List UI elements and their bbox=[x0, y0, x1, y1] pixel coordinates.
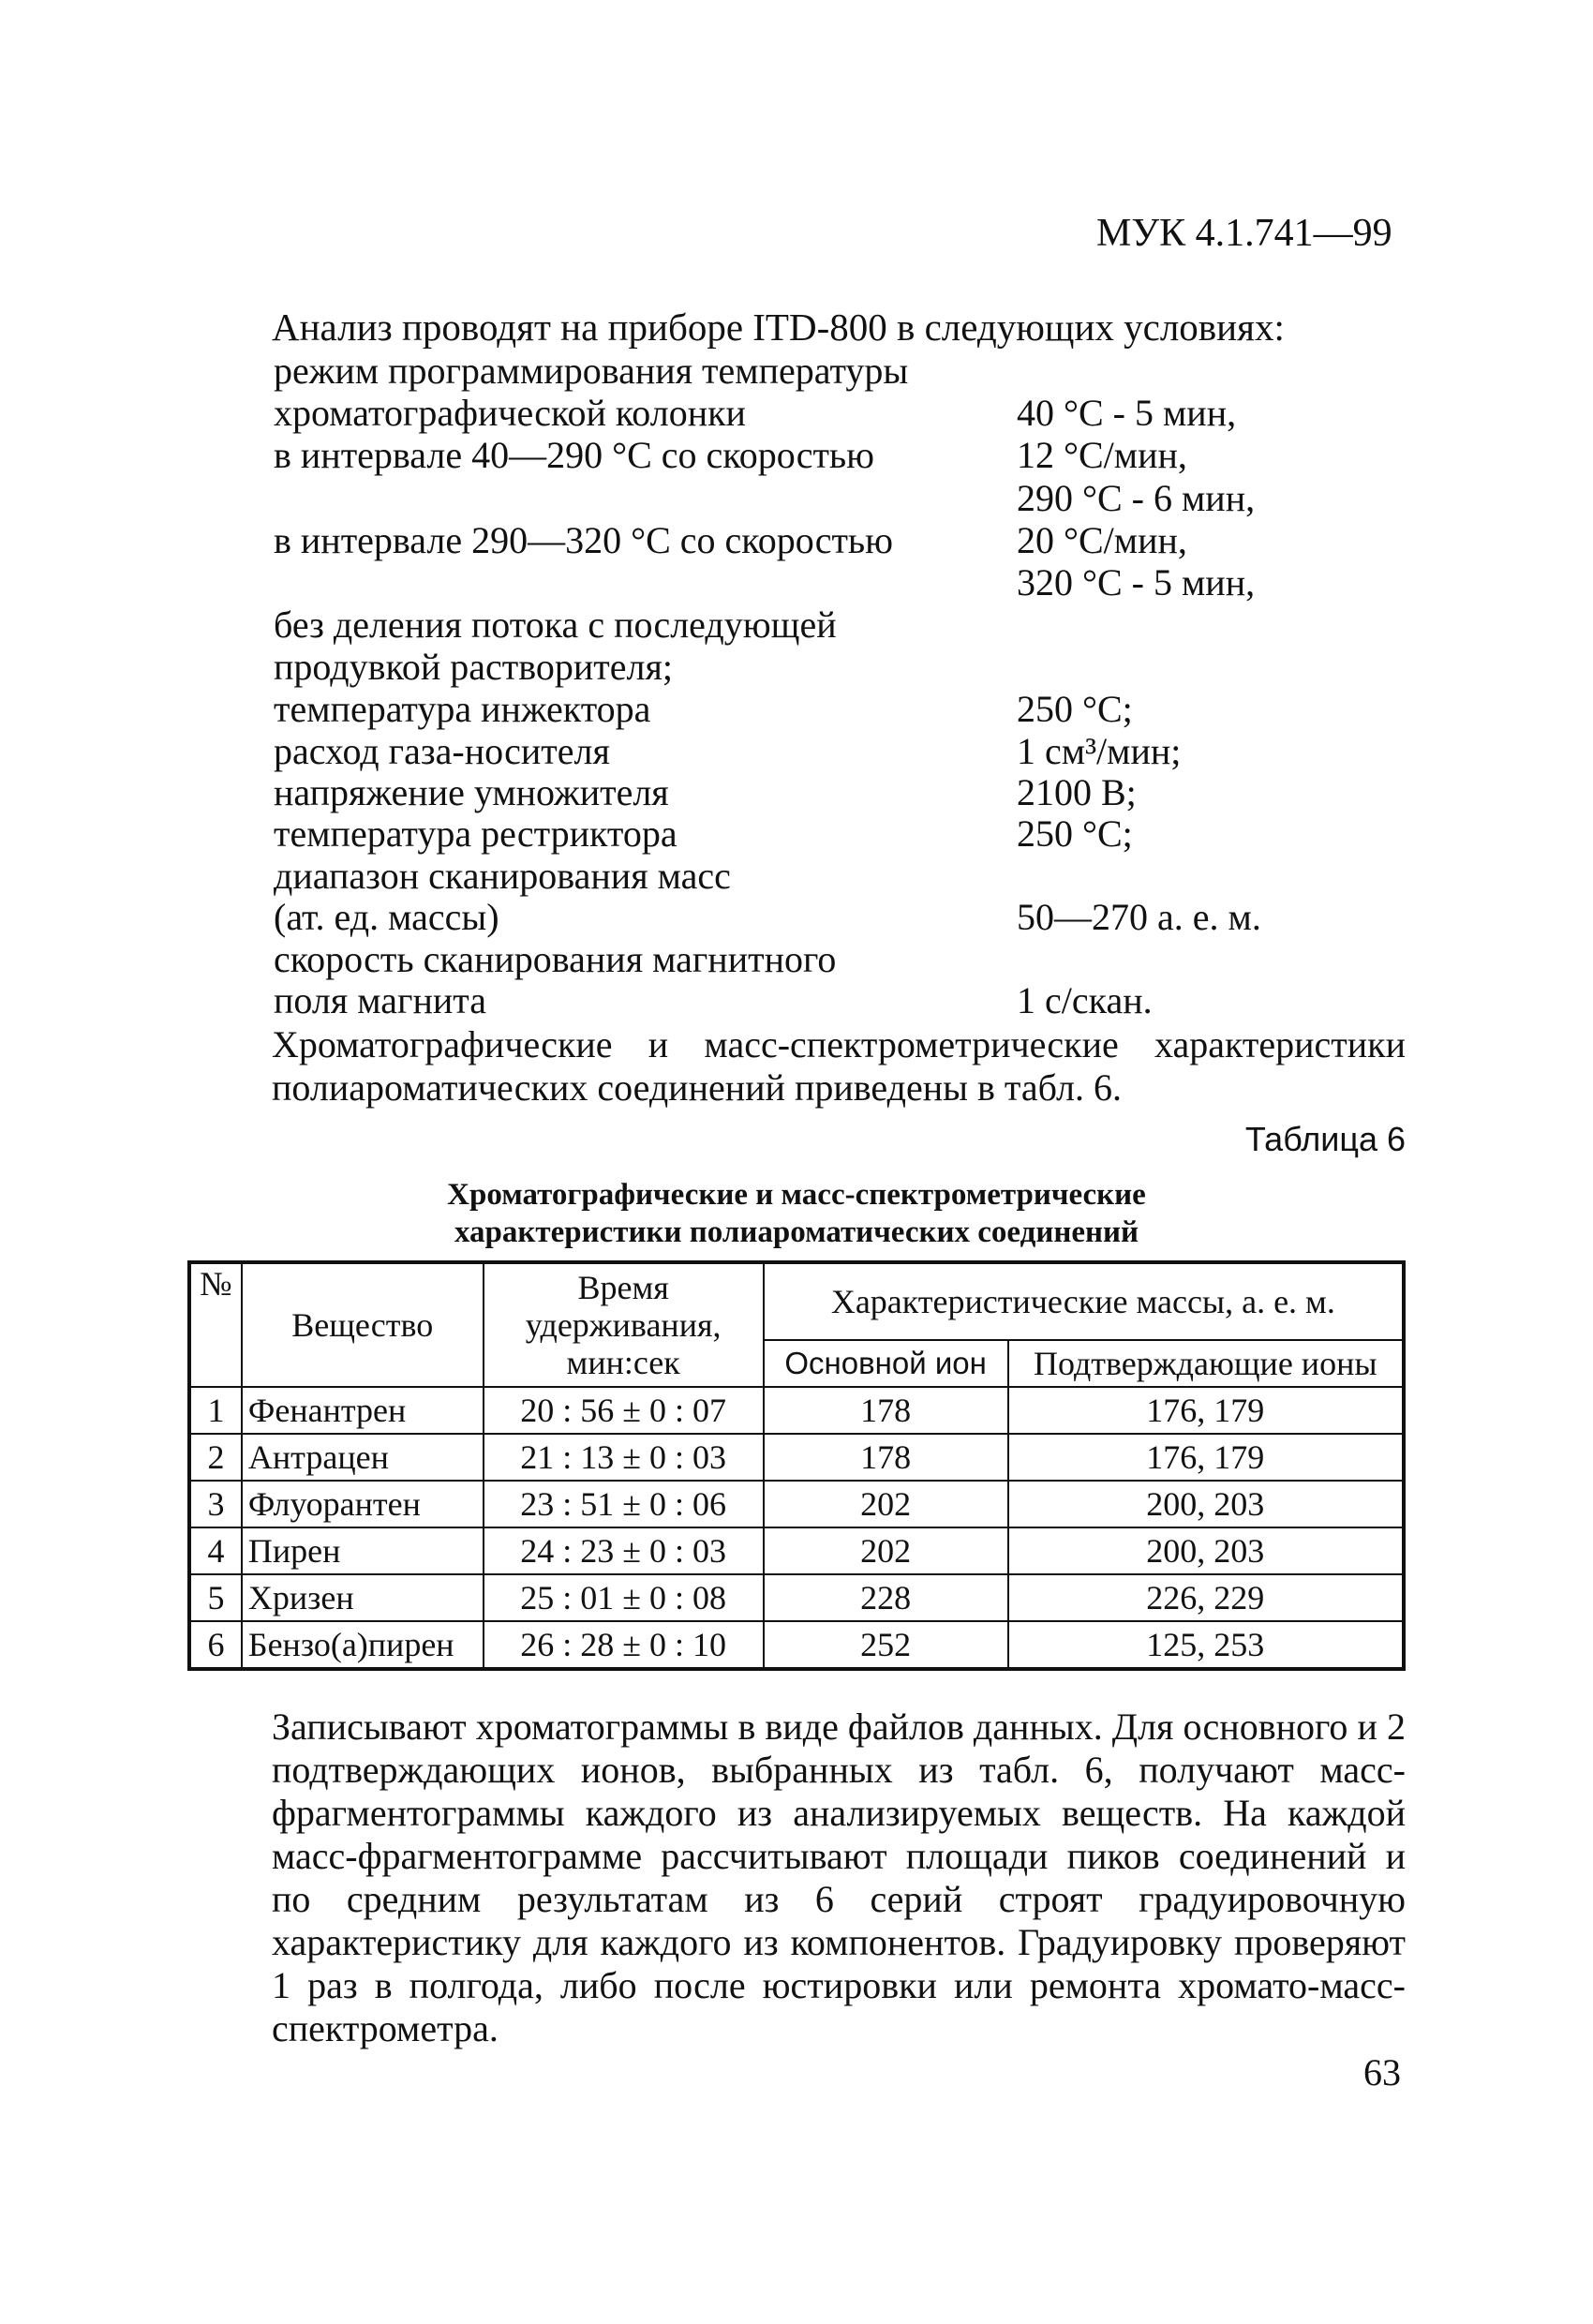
cell-substance: Антрацен bbox=[242, 1434, 484, 1481]
table-title-line: характеристики полиароматических соединений bbox=[454, 1215, 1139, 1249]
table-row bbox=[189, 1527, 1404, 1574]
condition-label: температура рестриктора bbox=[274, 812, 677, 855]
condition-label: режим программирования температуры bbox=[274, 350, 909, 392]
header-confirming-ions: Подтверждающие ионы bbox=[1008, 1340, 1404, 1387]
cell-substance: Хризен bbox=[242, 1574, 484, 1621]
cell-main-ion: 178 bbox=[764, 1434, 1008, 1481]
cell-retention-time: 25 : 01 ± 0 : 08 bbox=[484, 1574, 764, 1621]
condition-label: напряжение умножителя bbox=[274, 771, 669, 813]
condition-label: скорость сканирования магнитного bbox=[274, 938, 837, 980]
cell-main-ion: 228 bbox=[764, 1574, 1008, 1621]
condition-value: 250 °С; bbox=[1017, 688, 1133, 730]
cell-retention-time: 24 : 23 ± 0 : 03 bbox=[484, 1527, 764, 1574]
cell-confirming-ions: 125, 253 bbox=[1008, 1621, 1404, 1669]
condition-value: 20 °С/мин, bbox=[1017, 519, 1187, 561]
condition-label: в интервале 290—320 °С со скоростью bbox=[274, 519, 894, 561]
condition-value: 1 см³/мин; bbox=[1017, 730, 1182, 772]
cell-number: 5 bbox=[189, 1574, 242, 1621]
condition-value: 2100 В; bbox=[1017, 771, 1137, 813]
cell-main-ion: 178 bbox=[764, 1387, 1008, 1434]
document-code: МУК 4.1.741—99 bbox=[1096, 212, 1392, 255]
condition-value: 290 °С - 6 мин, bbox=[1017, 477, 1256, 519]
condition-label: поля магнита bbox=[274, 979, 486, 1021]
table-row bbox=[189, 1574, 1404, 1621]
cell-number: 3 bbox=[189, 1481, 242, 1527]
cell-substance: Флуорантен bbox=[242, 1481, 484, 1527]
cell-confirming-ions: 176, 179 bbox=[1008, 1387, 1404, 1434]
cell-number: 6 bbox=[189, 1621, 242, 1669]
condition-value: 1 с/скан. bbox=[1017, 979, 1153, 1021]
cell-substance: Фенантрен bbox=[242, 1387, 484, 1434]
cell-main-ion: 202 bbox=[764, 1481, 1008, 1527]
cell-retention-time: 23 : 51 ± 0 : 06 bbox=[484, 1481, 764, 1527]
table-title-line: Хроматографические и масс-спектрометрические bbox=[447, 1178, 1146, 1212]
cell-number: 1 bbox=[189, 1387, 242, 1434]
intro-text: Анализ проводят на приборе ITD-800 в следующих условиях: bbox=[272, 305, 1285, 349]
cell-main-ion: 252 bbox=[764, 1621, 1008, 1669]
condition-label: продувкой растворителя; bbox=[274, 646, 674, 688]
condition-value: 12 °С/мин, bbox=[1017, 434, 1187, 476]
condition-label: хроматографической колонки bbox=[274, 392, 746, 434]
table-row bbox=[189, 1387, 1404, 1434]
header-number: № bbox=[189, 1262, 242, 1387]
condition-value: 250 °С; bbox=[1017, 812, 1133, 855]
page-number: 63 bbox=[1363, 2051, 1401, 2093]
cell-retention-time: 21 : 13 ± 0 : 03 bbox=[484, 1434, 764, 1481]
condition-value: 320 °С - 5 мин, bbox=[1017, 561, 1256, 603]
cell-substance: Пирен bbox=[242, 1527, 484, 1574]
condition-label: в интервале 40—290 °С со скоростью bbox=[274, 434, 875, 476]
condition-label: температура инжектора bbox=[274, 688, 651, 730]
cell-retention-time: 20 : 56 ± 0 : 07 bbox=[484, 1387, 764, 1434]
header-retention-time: Время удерживания, мин:сек bbox=[484, 1262, 764, 1387]
paragraph-chromatograms: Записывают хроматограммы в виде файлов данных. Для основного и 2 подтверждающих ионов, выбранных из табл. 6, получают масс-фрагментограммы каждого из анализируемых веществ. На каждой масс-фрагментограмме рассчитывают площади пиков соединений и по средним результатам из 6 серий строят градуировочную характеристику для каждого из компонентов. Градуировку проверяют 1 раз в полгода, либо после юстировки или ремонта хромато-масс-спектрометра. bbox=[272, 1706, 1406, 2049]
condition-label: (ат. ед. массы) bbox=[274, 896, 499, 938]
condition-value: 40 °С - 5 мин, bbox=[1017, 392, 1237, 434]
table-row bbox=[189, 1621, 1404, 1669]
cell-confirming-ions: 176, 179 bbox=[1008, 1434, 1404, 1481]
header-substance: Вещество bbox=[242, 1262, 484, 1387]
characteristics-table bbox=[187, 1260, 1406, 1671]
condition-label: диапазон сканирования масс bbox=[274, 855, 731, 897]
condition-label: расход газа-носителя bbox=[274, 730, 610, 772]
cell-number: 2 bbox=[189, 1434, 242, 1481]
header-characteristic-masses: Характеристические массы, а. е. м. bbox=[764, 1262, 1404, 1340]
table-row bbox=[189, 1434, 1404, 1481]
cell-main-ion: 202 bbox=[764, 1527, 1008, 1574]
table-header-row bbox=[189, 1262, 1404, 1340]
paragraph-table-reference: Хроматографические и масс-спектрометрические характеристики полиароматических соединений приведены в табл. 6. bbox=[272, 1023, 1406, 1109]
header-main-ion: Основной ион bbox=[764, 1340, 1008, 1387]
condition-label: без деления потока с последующей bbox=[274, 603, 837, 646]
condition-value: 50—270 а. е. м. bbox=[1017, 896, 1261, 938]
cell-confirming-ions: 200, 203 bbox=[1008, 1527, 1404, 1574]
cell-number: 4 bbox=[189, 1527, 242, 1574]
table-number: Таблица 6 bbox=[1244, 1120, 1406, 1158]
cell-confirming-ions: 226, 229 bbox=[1008, 1574, 1404, 1621]
table-title bbox=[187, 1176, 1406, 1251]
cell-confirming-ions: 200, 203 bbox=[1008, 1481, 1404, 1527]
table-row bbox=[189, 1481, 1404, 1527]
cell-retention-time: 26 : 28 ± 0 : 10 bbox=[484, 1621, 764, 1669]
cell-substance: Бензо(а)пирен bbox=[242, 1621, 484, 1669]
